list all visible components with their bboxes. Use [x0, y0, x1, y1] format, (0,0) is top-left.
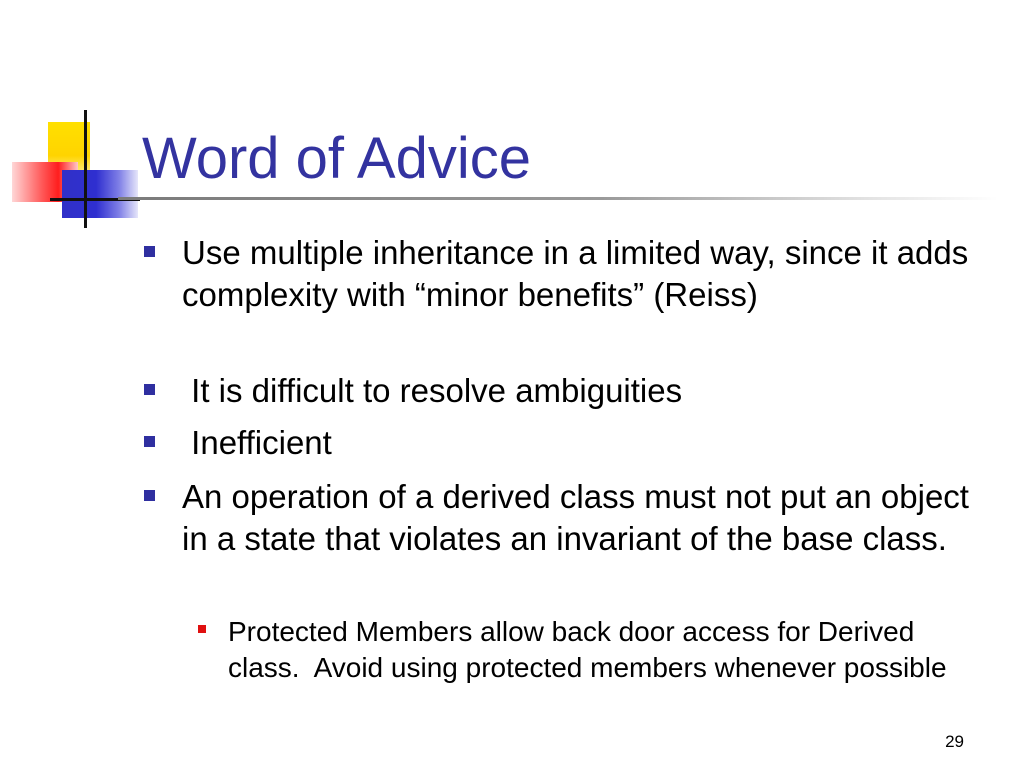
page-number: 29: [945, 732, 964, 751]
bullet-text: Inefficient: [182, 424, 332, 461]
sub-bullet-text: Protected Members allow back door access for Derived class. Avoid using protected members whenever possible: [228, 616, 947, 683]
decorative-logo-icon: [0, 0, 160, 240]
title-underline: [118, 197, 998, 200]
bullet-square-icon: [144, 436, 155, 447]
bullet-text: It is difficult to resolve ambiguities: [182, 372, 683, 409]
bullet-text: Use multiple inheritance in a limited way, since it adds complexity with “minor benefits” (Reiss): [182, 234, 969, 313]
bullet-square-icon: [144, 246, 155, 257]
blue-square-shape: [62, 170, 138, 218]
bullet-text: An operation of a derived class must not put an object in a state that violates an invariant of the base class.: [182, 478, 969, 557]
logo-vertical-line: [84, 110, 87, 228]
sub-bullet-square-icon: [198, 625, 206, 633]
bullet-square-icon: [144, 490, 155, 501]
slide-title: Word of Advice: [142, 126, 532, 191]
bullet-square-icon: [144, 384, 155, 395]
